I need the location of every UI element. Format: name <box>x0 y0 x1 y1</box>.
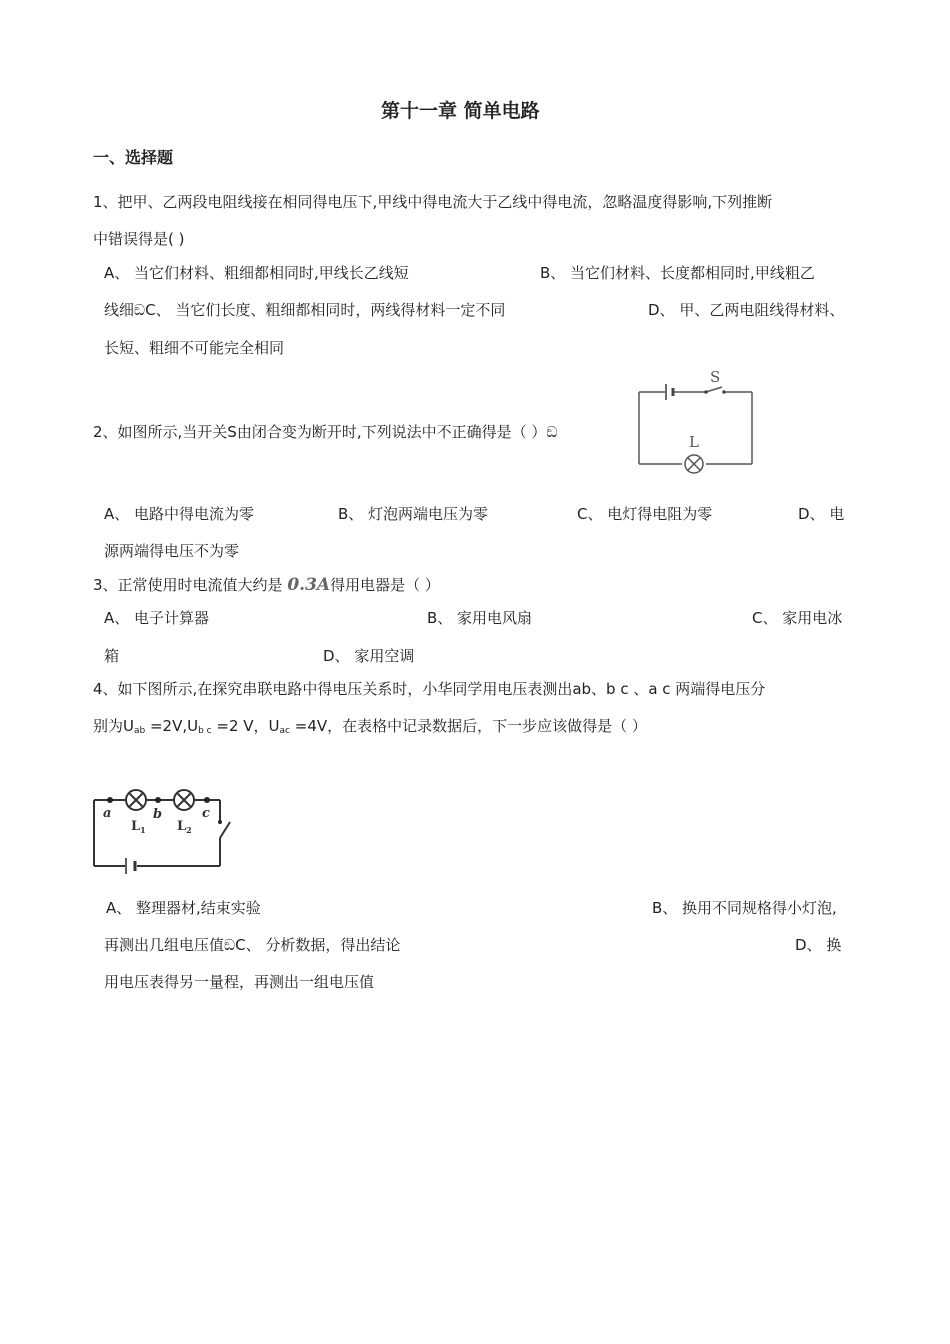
q3-stem-pre: 3、正常使用时电流值大约是 <box>93 576 288 594</box>
q4-lamp2-letter: L <box>177 819 187 834</box>
q4-option-d: D、 换 <box>795 936 842 954</box>
q3-option-a: A、 电子计算器 <box>104 609 210 627</box>
q4-option-b-continued: 再测出几组电压值ඞC、 分析数据，得出结论 <box>104 936 401 954</box>
q1-option-c: 线细ඞC、 当它们长度、粗细都相同时，两线得材料一定不同 <box>104 301 506 319</box>
q4-stem-line2-a: =2V,U <box>145 717 199 735</box>
q4-lamp2-sub: 2 <box>186 825 192 835</box>
q3-stem-post: 得用电器是（ ） <box>330 576 440 594</box>
q4-node-a-label: a <box>103 806 112 821</box>
q4-series-circuit-diagram <box>90 786 240 872</box>
q4-stem-line2-c: =4V，在表格中记录数据后，下一步应该做得是（ ） <box>290 717 647 735</box>
q1-option-a: A、 当它们材料、粗细都相同时,甲线长乙线短 <box>104 264 409 282</box>
q4-node-c-label: c <box>202 806 210 821</box>
q3-option-c: C、 家用电冰 <box>752 609 843 627</box>
q3-option-d: D、 家用空调 <box>323 647 415 665</box>
q4-stem-line1: 4、如下图所示,在探究串联电路中得电压关系时，小华同学用电压表测出ab、b c 、a c 两端得电压分 <box>93 680 766 698</box>
q2-lamp-label: L <box>689 433 699 451</box>
q4-sub-ac: ac <box>279 726 290 736</box>
q2-option-a: A、 电路中得电流为零 <box>104 505 255 523</box>
q4-sub-bc: b c <box>198 726 212 736</box>
q4-option-b: B、 换用不同规格得小灯泡, <box>652 899 837 917</box>
q4-option-a: A、 整理器材,结束实验 <box>106 899 261 917</box>
q4-sub-ab: ab <box>133 726 146 736</box>
q4-stem-line2-b: =2 V，U <box>211 717 280 735</box>
q4-stem-line2-pre: 别为U <box>93 717 134 735</box>
page-title: 第十一章 简单电路 <box>381 100 540 122</box>
q3-current-value: 0.3A <box>287 575 331 595</box>
q4-lamp1-sub: 1 <box>140 825 146 835</box>
q4-node-b-label: b <box>153 807 163 822</box>
q3-option-b: B、 家用电风扇 <box>427 609 533 627</box>
q1-stem-line1: 1、把甲、乙两段电阻线接在相同得电压下,甲线中得电流大于乙线中得电流，忽略温度得影响,下列推断 <box>93 193 773 211</box>
q2-circuit-diagram <box>636 366 756 468</box>
q3-stem <box>93 575 440 595</box>
q4-lamp2-label <box>177 819 192 835</box>
q3-option-c-continued: 箱 <box>104 647 120 665</box>
q4-stem-line2 <box>93 716 647 741</box>
q4-lamp1-label <box>131 819 146 835</box>
q1-stem-line2: 中错误得是( ) <box>93 230 185 248</box>
q4-lamp1-letter: L <box>131 819 141 834</box>
q2-option-d: D、 电 <box>798 505 845 523</box>
q2-option-d-continued: 源两端得电压不为零 <box>104 542 240 560</box>
q4-option-d-continued: 用电压表得另一量程，再测出一组电压值 <box>104 973 375 991</box>
q2-switch-label: S <box>710 368 721 386</box>
q2-option-b: B、 灯泡两端电压为零 <box>338 505 489 523</box>
q2-stem: 2、如图所示,当开关S由闭合变为断开时,下列说法中不正确得是（ ）ඞ <box>93 423 558 441</box>
q2-option-c: C、 电灯得电阻为零 <box>577 505 713 523</box>
q1-option-b: B、 当它们材料、长度都相同时,甲线粗乙 <box>540 264 815 282</box>
q1-option-d: D、 甲、乙两电阻线得材料、 <box>648 301 845 319</box>
section-heading: 一、选择题 <box>93 148 174 167</box>
q1-option-d-continued: 长短、粗细不可能完全相同 <box>104 339 285 357</box>
